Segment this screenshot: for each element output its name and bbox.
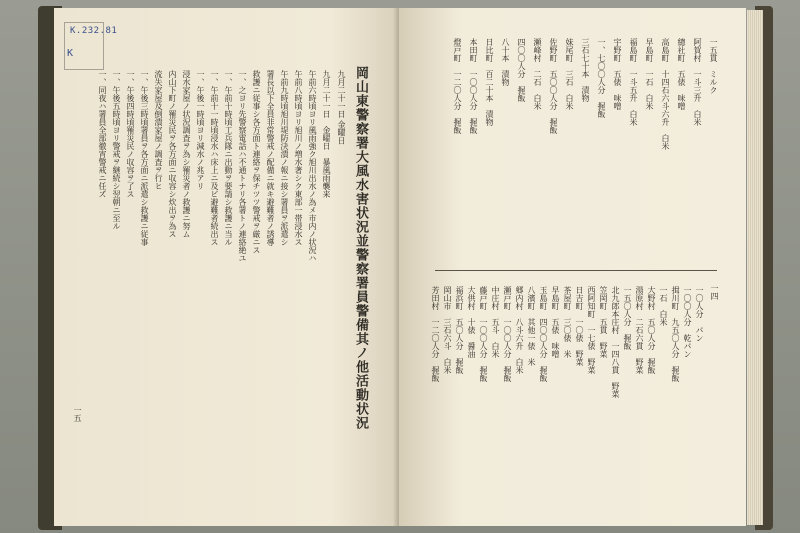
list-row: 茶屋町 三〇俵 米 (563, 286, 572, 358)
list-row: 中庄村 五斗 白米 (491, 286, 500, 358)
list-row: 一〇人分 パン (695, 286, 704, 342)
text-column: 一、午前十時頃工兵隊ニ出動ヲ要請シ救護ニ当ル (224, 70, 233, 246)
list-row: 阿賀村 一斗三升 白米 (693, 38, 702, 126)
text-column: 一、之ヨリ先警察電話ハ不通トナリ各署トノ連絡絶ユ (238, 70, 247, 262)
list-row: 宇野町 五俵 味噌 (613, 38, 622, 110)
list-row: 早島町 一石 白米 (645, 38, 654, 110)
list-row: 高島町 十四石六斗六升 白米 (661, 38, 670, 150)
catalog-stamp-letter: K (67, 48, 74, 59)
list-row: 大野村 五〇人分 握飯 (647, 286, 656, 374)
list-row: 北九郎本庄村 一四八貫 野菜 (611, 286, 620, 398)
list-row: 笠岡町 五貫 野菜 (599, 286, 608, 358)
text-column: 救護ニ従事シ各方面ト連絡ヲ保チツツ警戒ヲ厳ニス (252, 70, 261, 254)
list-row: 一五貫 ミルク (709, 38, 718, 94)
list-row: 大供村 十俵 醤油 (467, 286, 476, 358)
list-row: 瀬峰村 二石 白米 (533, 38, 542, 110)
text-column: 午前九時頃旭川堤防決潰ノ報ニ接シ署員ヲ派遣シ (280, 70, 289, 246)
list-row: 揖川町 九五〇人分 握飯 (671, 286, 680, 382)
catalog-stamp-id: K.232.81 (70, 26, 118, 36)
list-row: 日吉町 一〇俵 野菜 (575, 286, 584, 366)
list-row: 日比町 百二十本 漬物 (485, 38, 494, 126)
text-column: 浸水家屋ノ状況調査ヲ為シ罹災者ノ救護ニ努ム (182, 70, 191, 238)
text-column: 一、午前十一時頃浸水ハ床上ニ及ビ避難者続出ス (210, 70, 219, 246)
text-column: 九月二十一日 金曜日 暴風雨襲来 (322, 70, 331, 198)
list-row: 福浜町 五〇人分 握飯 (455, 286, 464, 374)
list-row: 燈戸町 一二〇人分 握飯 (453, 38, 462, 134)
page-number: 一五 (73, 406, 82, 422)
text-column: 一、午後一時頃ヨリ減水ノ兆アリ (196, 70, 205, 190)
page-title: 岡山東警察署大風水害状況並警察署員警備其ノ他活動状況 (353, 66, 368, 430)
left-page (54, 8, 399, 526)
list-row: 佐野町 五〇〇人分 握飯 (549, 38, 558, 134)
list-row: 一五〇人分 握飯 (623, 286, 632, 350)
text-column: 一、午後四時頃罹災民ノ収容ヲ了ス (126, 70, 135, 198)
text-column: 一、午後五時頃ヨリ警戒ヲ継続シ翌朝ニ至ル (112, 70, 121, 230)
list-row: 郷内村 八斗六升 白米 (515, 286, 524, 374)
text-column: 内山下町ノ罹災民ヲ各方面ニ収容シ炊出ヲ為ス (168, 70, 177, 238)
list-row: 本田町 一〇〇人分 握飯 (469, 38, 478, 134)
list-row: 福島町 一斗五升 白米 (629, 38, 638, 126)
date-heading: 九月二十一日 金曜日 (337, 70, 346, 145)
list-row: 總社町 五俵 味噌 (677, 38, 686, 110)
list-row: 西阿知町 一七俵 野菜 (587, 286, 596, 374)
list-row: 玉島町 四〇〇人分 握飯 (539, 286, 548, 382)
list-row: 岡山市 三石六斗 白米 (443, 286, 452, 374)
list-row: 妹尾町 三石 白米 (565, 38, 574, 110)
list-row: 藤戸町 一〇〇人分 握飯 (479, 286, 488, 382)
text-column: 午前六時頃ヨリ風雨強ク旭川出水ノ為メ市内ノ状況ハ (308, 70, 317, 262)
section-divider (435, 270, 717, 271)
text-column: 午前八時頃ヨリ旭川ノ増水著シク東部一帯浸水ス (294, 70, 303, 246)
list-row: 一石 白米 (659, 286, 668, 326)
list-row: 瀬戸町 一〇〇人分 握飯 (503, 286, 512, 382)
list-row: 八濱町 其他一俵 米 (527, 286, 536, 366)
text-column: 流失家屋及倒潰家屋ノ調査ヲ行ヒ (154, 70, 163, 190)
page-number: 一四 (710, 284, 719, 300)
right-page (399, 8, 746, 526)
list-row: 湯原村 二石六貫 野菜 (635, 286, 644, 374)
text-column: 署長以下全員非常警戒ノ配備ニ就キ避難者ノ誘導 (266, 70, 275, 246)
list-row: 八十本 漬物 (501, 38, 510, 86)
list-row: 早島町 五俵 味噌 (551, 286, 560, 358)
list-row: 四〇〇人分 握飯 (517, 38, 526, 102)
list-row: 芳田村 一二〇人分 握飯 (431, 286, 440, 382)
text-column: 一、同夜ハ署員全部徹宵警戒ニ任ズ (98, 70, 107, 198)
list-row: 一〇〇人分 乾パン (683, 286, 692, 358)
list-row: 一、七〇〇人分 握飯 (597, 38, 606, 118)
text-column: 一、午後三時頃署員ヲ各方面ニ派遣シ救護ニ従事 (140, 70, 149, 246)
list-row: 三石七十本 漬物 (581, 38, 590, 102)
page-edges (747, 10, 763, 525)
open-book (38, 6, 773, 530)
